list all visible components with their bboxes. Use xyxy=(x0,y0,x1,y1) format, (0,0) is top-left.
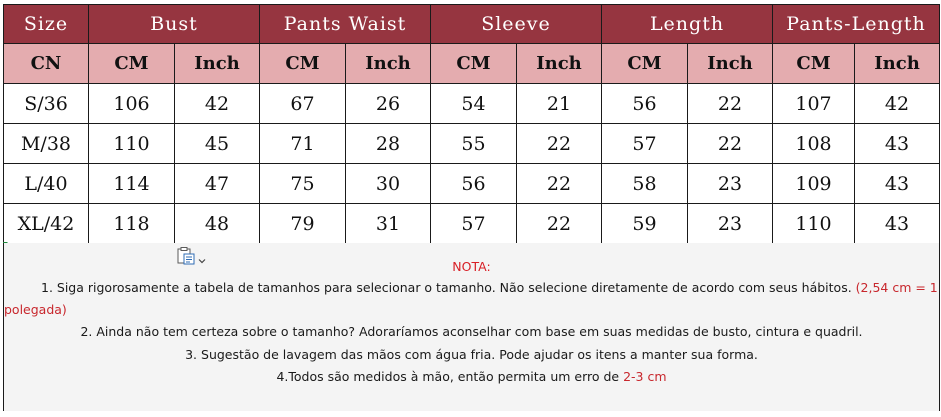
header-pants-waist[interactable]: Pants Waist xyxy=(260,5,431,44)
chevron-down-icon xyxy=(198,249,206,268)
subheader-inch[interactable]: Inch xyxy=(346,44,431,84)
header-size[interactable]: Size xyxy=(4,5,89,44)
subheader-cm[interactable]: CM xyxy=(260,44,346,84)
cell-length-inch[interactable]: 23 xyxy=(688,164,773,204)
cell-size[interactable]: XL/42 xyxy=(4,204,89,244)
cell-sleeve-inch[interactable]: 22 xyxy=(517,124,602,164)
cell-pants-length-cm[interactable]: 110 xyxy=(773,204,855,244)
cell-waist-inch[interactable]: 31 xyxy=(346,204,431,244)
cell-size[interactable]: L/40 xyxy=(4,164,89,204)
header-pants-length[interactable]: Pants-Length xyxy=(773,5,940,44)
cell-bust-inch[interactable]: 48 xyxy=(175,204,260,244)
cell-bust-inch[interactable]: 42 xyxy=(175,84,260,124)
cell-bust-inch[interactable]: 47 xyxy=(175,164,260,204)
note-line-3: 3. Sugestão de lavagem das mãos com água fria. Pode ajudar os itens a manter sua forma. xyxy=(185,347,758,362)
cell-waist-cm[interactable]: 79 xyxy=(260,204,346,244)
cell-waist-cm[interactable]: 71 xyxy=(260,124,346,164)
subheader-inch[interactable]: Inch xyxy=(855,44,940,84)
cell-sleeve-inch[interactable]: 21 xyxy=(517,84,602,124)
cell-bust-inch[interactable]: 45 xyxy=(175,124,260,164)
subheader-inch[interactable]: Inch xyxy=(517,44,602,84)
note-line-4-error: 2-3 cm xyxy=(623,369,667,384)
cell-pants-length-cm[interactable]: 109 xyxy=(773,164,855,204)
cell-bust-cm[interactable]: 106 xyxy=(89,84,175,124)
cell-length-cm[interactable]: 58 xyxy=(602,164,688,204)
cell-sleeve-cm[interactable]: 54 xyxy=(431,84,517,124)
cell-waist-cm[interactable]: 75 xyxy=(260,164,346,204)
header-sleeve[interactable]: Sleeve xyxy=(431,5,602,44)
paste-options-button[interactable] xyxy=(176,248,210,268)
cell-length-cm[interactable]: 57 xyxy=(602,124,688,164)
table-row xyxy=(4,164,940,204)
cell-pants-length-cm[interactable]: 108 xyxy=(773,124,855,164)
cell-size[interactable]: M/38 xyxy=(4,124,89,164)
subheader-inch[interactable]: Inch xyxy=(175,44,260,84)
note-line-2: 2. Ainda não tem certeza sobre o tamanho? Adoraríamos aconselhar com base em suas medidas de busto, cintura e quadril. xyxy=(80,324,863,339)
note-line-1-continuation: polegada) xyxy=(4,302,67,317)
note-title: NOTA: xyxy=(452,259,491,274)
subheader-cm[interactable]: CM xyxy=(602,44,688,84)
cell-length-cm[interactable]: 56 xyxy=(602,84,688,124)
next-row-strip xyxy=(0,411,941,417)
cell-sleeve-cm[interactable]: 55 xyxy=(431,124,517,164)
cell-pants-length-inch[interactable]: 42 xyxy=(855,84,940,124)
cell-bust-cm[interactable]: 110 xyxy=(89,124,175,164)
header-row xyxy=(4,5,940,44)
cell-pants-length-inch[interactable]: 43 xyxy=(855,164,940,204)
cell-pants-length-cm[interactable]: 107 xyxy=(773,84,855,124)
table-row xyxy=(4,204,940,244)
cell-size[interactable]: S/36 xyxy=(4,84,89,124)
subheader-row xyxy=(4,44,940,84)
subheader-cn[interactable]: CN xyxy=(4,44,89,84)
subheader-cm[interactable]: CM xyxy=(431,44,517,84)
cell-waist-inch[interactable]: 30 xyxy=(346,164,431,204)
note-line-1-conversion: (2,54 cm = 1 xyxy=(855,280,938,295)
cell-bust-cm[interactable]: 118 xyxy=(89,204,175,244)
subheader-cm[interactable]: CM xyxy=(773,44,855,84)
table-row xyxy=(4,124,940,164)
note-cell[interactable] xyxy=(3,243,940,412)
cell-pants-length-inch[interactable]: 43 xyxy=(855,124,940,164)
cell-waist-inch[interactable]: 26 xyxy=(346,84,431,124)
table-row xyxy=(4,84,940,124)
subheader-inch[interactable]: Inch xyxy=(688,44,773,84)
cell-sleeve-cm[interactable]: 56 xyxy=(431,164,517,204)
cell-length-inch[interactable]: 22 xyxy=(688,84,773,124)
header-bust[interactable]: Bust xyxy=(89,5,260,44)
note-line-1-text: 1. Siga rigorosamente a tabela de tamanhos para selecionar o tamanho. Não selecione diretamente de acordo com seus hábitos. xyxy=(41,280,856,295)
cell-bust-cm[interactable]: 114 xyxy=(89,164,175,204)
cell-pants-length-inch[interactable]: 43 xyxy=(855,204,940,244)
cell-length-inch[interactable]: 22 xyxy=(688,124,773,164)
cell-waist-cm[interactable]: 67 xyxy=(260,84,346,124)
header-length[interactable]: Length xyxy=(602,5,773,44)
cell-sleeve-cm[interactable]: 57 xyxy=(431,204,517,244)
cell-sleeve-inch[interactable]: 22 xyxy=(517,164,602,204)
cell-length-inch[interactable]: 23 xyxy=(688,204,773,244)
cell-sleeve-inch[interactable]: 22 xyxy=(517,204,602,244)
cell-waist-inch[interactable]: 28 xyxy=(346,124,431,164)
paste-options-icon xyxy=(176,247,196,269)
note-line-1 xyxy=(41,280,938,295)
note-line-4 xyxy=(4,369,939,384)
size-chart-table xyxy=(3,4,940,244)
cell-length-cm[interactable]: 59 xyxy=(602,204,688,244)
subheader-cm[interactable]: CM xyxy=(89,44,175,84)
note-line-4-text: 4.Todos são medidos à mão, então permita um erro de xyxy=(276,369,624,384)
